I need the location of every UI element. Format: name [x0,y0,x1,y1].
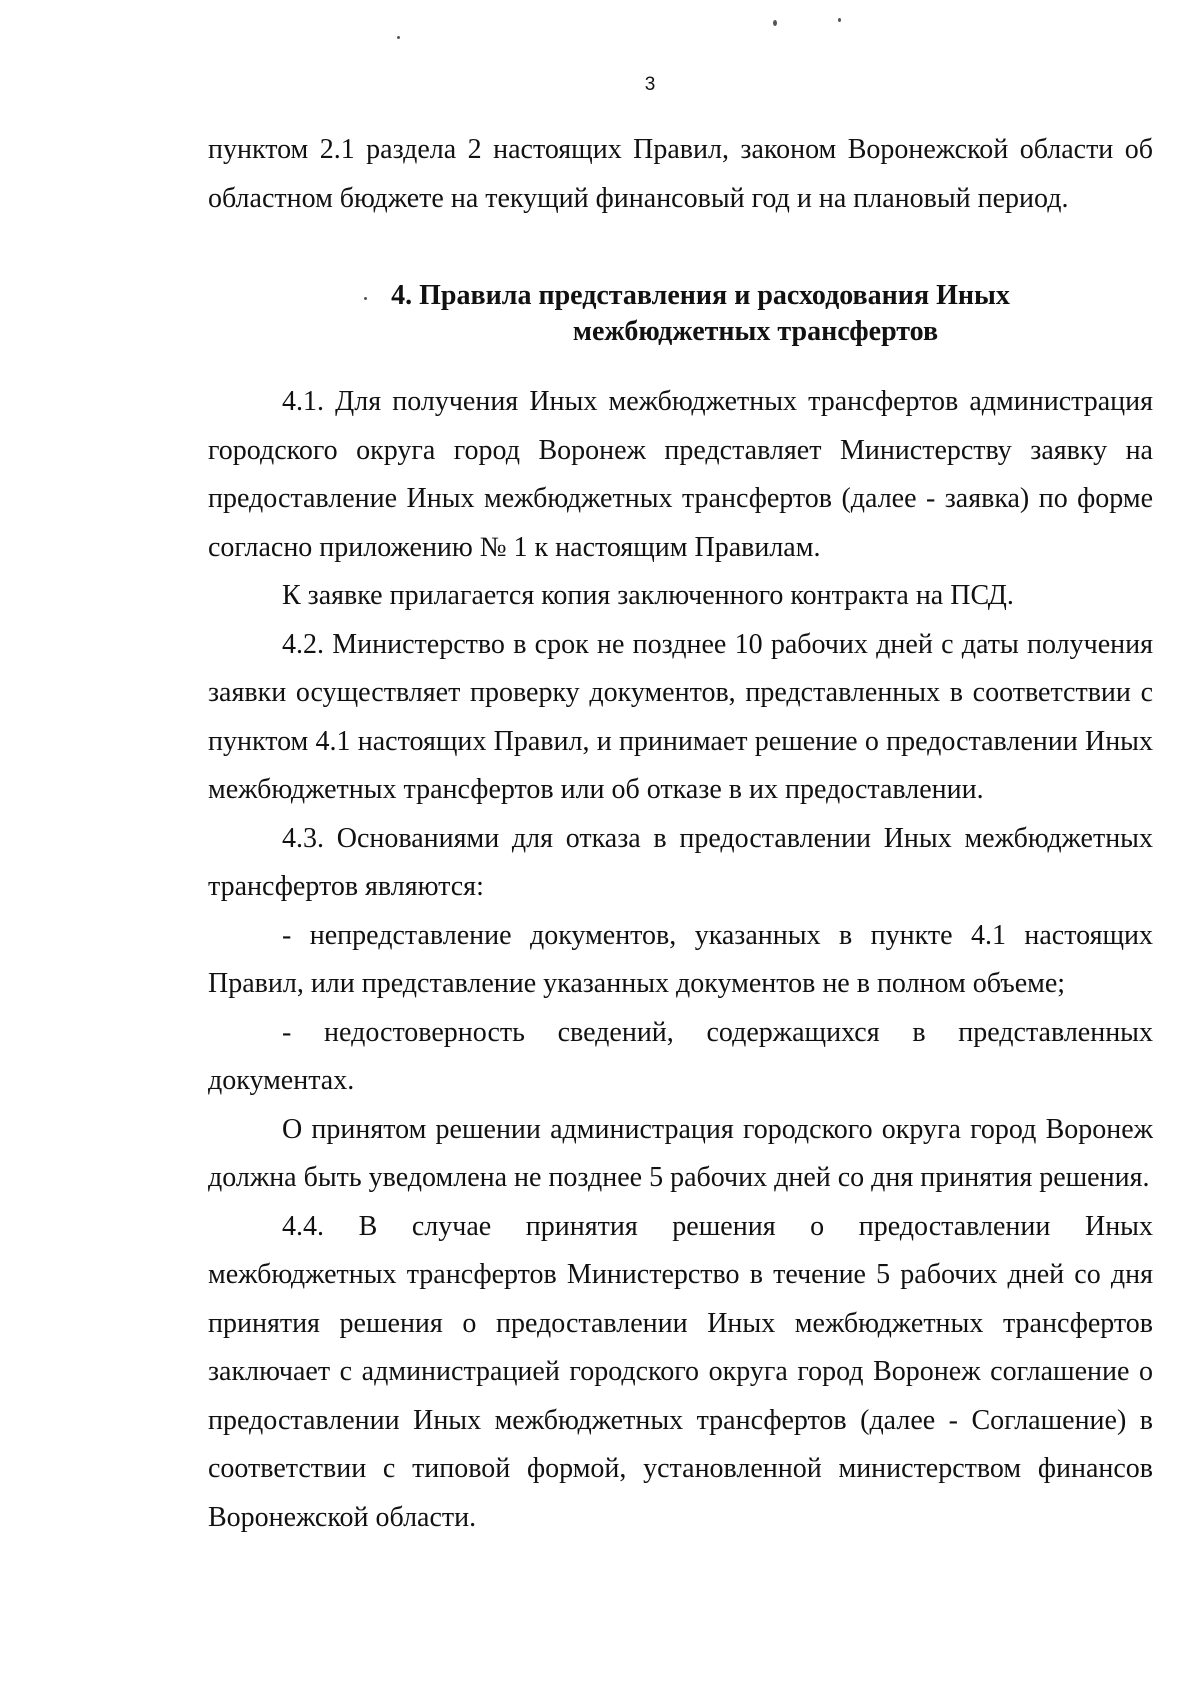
paragraph-4-3: 4.3. Основаниями для отказа в предоставлении Иных межбюджетных трансфертов являются: [208,822,1153,902]
scan-speck [397,36,400,39]
document-body [208,126,1153,1542]
section-heading [208,278,1153,350]
list-item-non-submission: - непредставление документов, указанных в пункте 4.1 настоящих Правил, или представление указанных документов не в полном объеме; [208,919,1153,999]
paragraph-notification: О принятом решении администрация городского округа город Воронеж должна быть уведомлена не позднее 5 рабочих дней со дня принятия решения. [208,1113,1153,1193]
paragraph-4-1: 4.1. Для получения Иных межбюджетных трансфертов администрация городского округа город Воронеж представляет Министерству заявку на предоставление Иных межбюджетных трансфертов (далее - заявка) по форме согласно приложению № 1 к настоящим Правилам. [208,386,1153,563]
paragraph-attachment: К заявке прилагается копия заключенного контракта на ПСД. [282,580,1014,611]
paragraph-4-4: 4.4. В случае принятия решения о предоставлении Иных межбюджетных трансфертов Министерство в течение 5 рабочих дней со дня принятия решения о предоставлении Иных межбюджетных трансфертов заключает с администрацией городского округа город Воронеж соглашение о предоставлении Иных межбюджетных трансфертов (далее - Соглашение) в соответствии с типовой формой, установленной министерством финансов Воронежской области. [208,1210,1153,1533]
page-number: 3 [644,74,656,95]
intro-paragraph: пунктом 2.1 раздела 2 настоящих Правил, законом Воронежской области об областном бюджете на текущий финансовый год и на плановый период. [208,134,1153,214]
scan-speck [838,18,841,22]
list-item-inaccuracy: - недостоверность сведений, содержащихся в представленных документах. [208,1016,1153,1096]
section-heading-line1: 4. Правила представления и расходования Иных [391,280,1010,311]
section-heading-line2: межбюджетных трансфертов [572,316,939,347]
paragraph-4-2: 4.2. Министерство в срок не позднее 10 рабочих дней с даты получения заявки осуществляет проверку документов, представленных в соответствии с пунктом 4.1 настоящих Правил, и принимает решение о предоставлении Иных межбюджетных трансфертов или об отказе в их предоставлении. [208,628,1153,805]
scan-speck [773,20,777,26]
